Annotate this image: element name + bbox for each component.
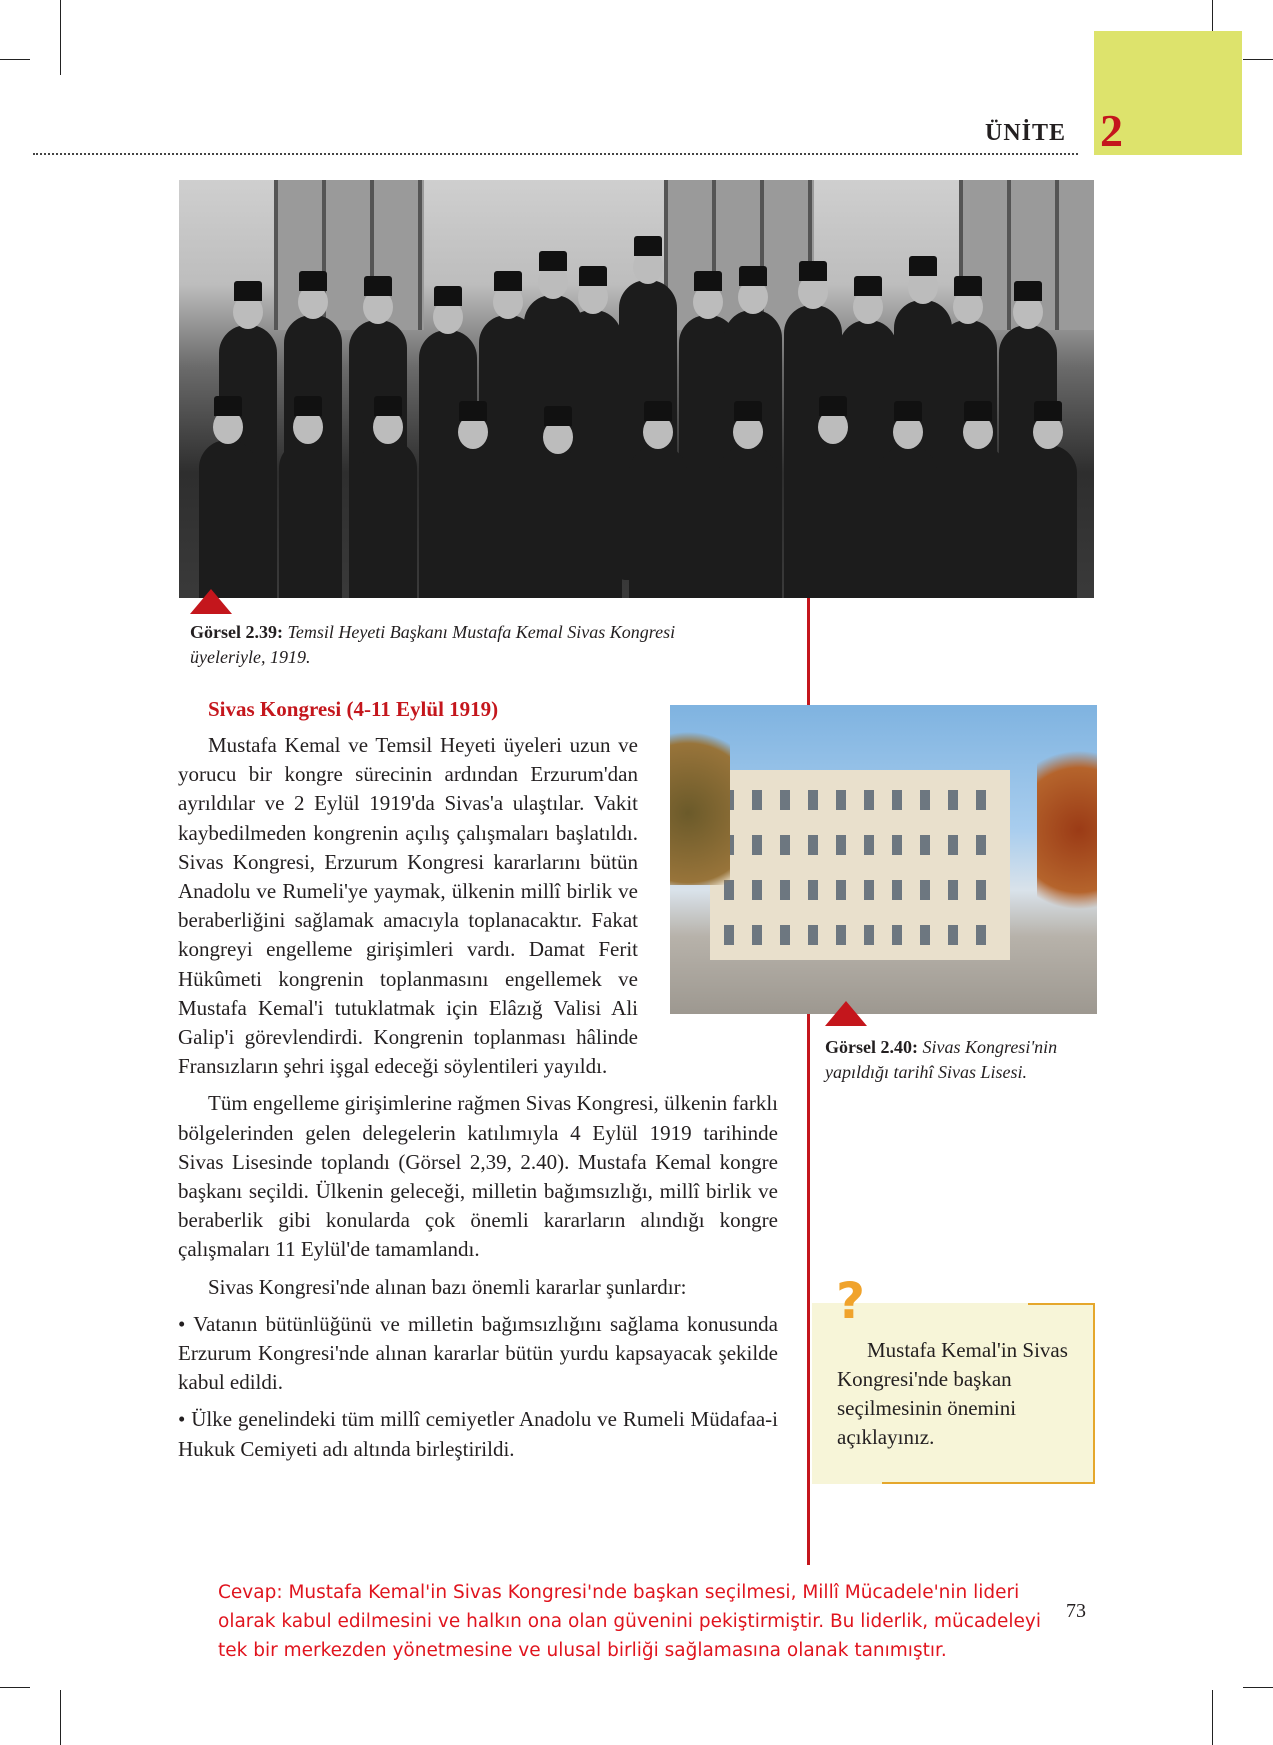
- unit-label: ÜNİTE: [985, 120, 1067, 146]
- crop-mark: [60, 0, 61, 75]
- crop-mark: [1243, 1687, 1273, 1688]
- crop-mark: [1243, 59, 1273, 60]
- paragraph: Tüm engelleme girişimlerine rağmen Sivas Kongresi, ülkenin farklı bölgelerinden gelen delegelerin katılımıyla 4 Eylül 1919 tarihinde Sivas Lisesinde toplandı (Görsel 2,39, 2.40). Mustafa Kemal kongre başkanı seçildi. Ülkenin geleceği, milletin bağımsızlığı, millî birlik ve beraberlik gibi konularda çok önemli kararların alındığı kongre çalışmaları 11 Eylül'de tamamlandı.: [178, 1091, 778, 1262]
- figure1-caption: [190, 620, 710, 670]
- section-heading: Sivas Kongresi (4-11 Eylül 1919): [208, 697, 499, 721]
- section-body: [178, 731, 778, 1472]
- figure2-caption: [825, 1035, 1115, 1085]
- answer-text: Cevap: Mustafa Kemal'in Sivas Kongresi'nde başkan seçilmesi, Millî Mücadele'nin lideri olarak kabul edilmesini ve halkın ona olan güvenini pekiştirmiştir. Bu liderlik, mücadeleyi tek bir merkezden yönetmesine ve ulusal birliği sağlamasına olanak tanımıştır.: [218, 1582, 1042, 1661]
- bullet-item: • Ülke genelindeki tüm millî cemiyetler Anadolu ve Rumeli Müdafaa-i Hukuk Cemiyeti adı altında birleştirildi.: [178, 1407, 778, 1461]
- header-divider: [33, 153, 1078, 155]
- page-number: 73: [1066, 1600, 1086, 1622]
- figure2-caption-text: Sivas Kongresi'nin yapıldığı tarihî Sivas Lisesi.: [825, 1037, 1058, 1082]
- crop-mark: [1212, 1690, 1213, 1745]
- figure2-label: Görsel 2.40:: [825, 1037, 918, 1057]
- question-text: Mustafa Kemal'in Sivas Kongresi'nde başkan seçilmesinin önemini açıklayınız.: [837, 1338, 1068, 1449]
- figure-marker-icon: [825, 1001, 867, 1026]
- paragraph: Sivas Kongresi'nde alınan bazı önemli kararlar şunlardır:: [208, 1274, 687, 1299]
- figure1-label: Görsel 2.39:: [190, 622, 283, 642]
- question-mark-icon: ?: [836, 1272, 866, 1330]
- bullet-item: • Vatanın bütünlüğünü ve milletin bağımsızlığını sağlama konusunda Erzurum Kongresi'nde alınan kararlar bütün yurdu kapsayacak şekilde kabul edildi.: [178, 1311, 778, 1395]
- crop-mark: [0, 1687, 30, 1688]
- figure1-caption-text: Temsil Heyeti Başkanı Mustafa Kemal Sivas Kongresi üyeleriyle, 1919.: [190, 622, 676, 667]
- group-photo: [179, 180, 1094, 598]
- paragraph: Mustafa Kemal ve Temsil Heyeti üyeleri uzun ve yorucu bir kongre sürecinin ardından Erzurum'dan ayrıldılar ve 2 Eylül 1919'da Sivas'a ulaştılar. Vakit kaybedilmeden kongrenin açılış çalışmaları başlatıldı. Sivas Kongresi, Erzurum Kongresi kararlarını bütün Anadolu ve Rumeli'ye yaymak, ülkenin millî birlik ve beraberliğini sağlamak amacıyla toplanacaktır. Fakat kongreyi engelleme girişimleri vardı. Damat Ferit Hükûmeti kongrenin toplanmasını engellemek ve Mustafa Kemal'i tutuklatmak için Elâzığ Valisi Ali Galip'i görevlendirdi. Kongrenin toplanması hâlinde Fransızların şehri işgal edeceği söylentileri yayıldı.: [178, 733, 638, 1079]
- crop-mark: [60, 1690, 61, 1745]
- figure-marker-icon: [190, 589, 232, 614]
- unit-number: 2: [1100, 105, 1123, 156]
- crop-mark: [0, 59, 30, 60]
